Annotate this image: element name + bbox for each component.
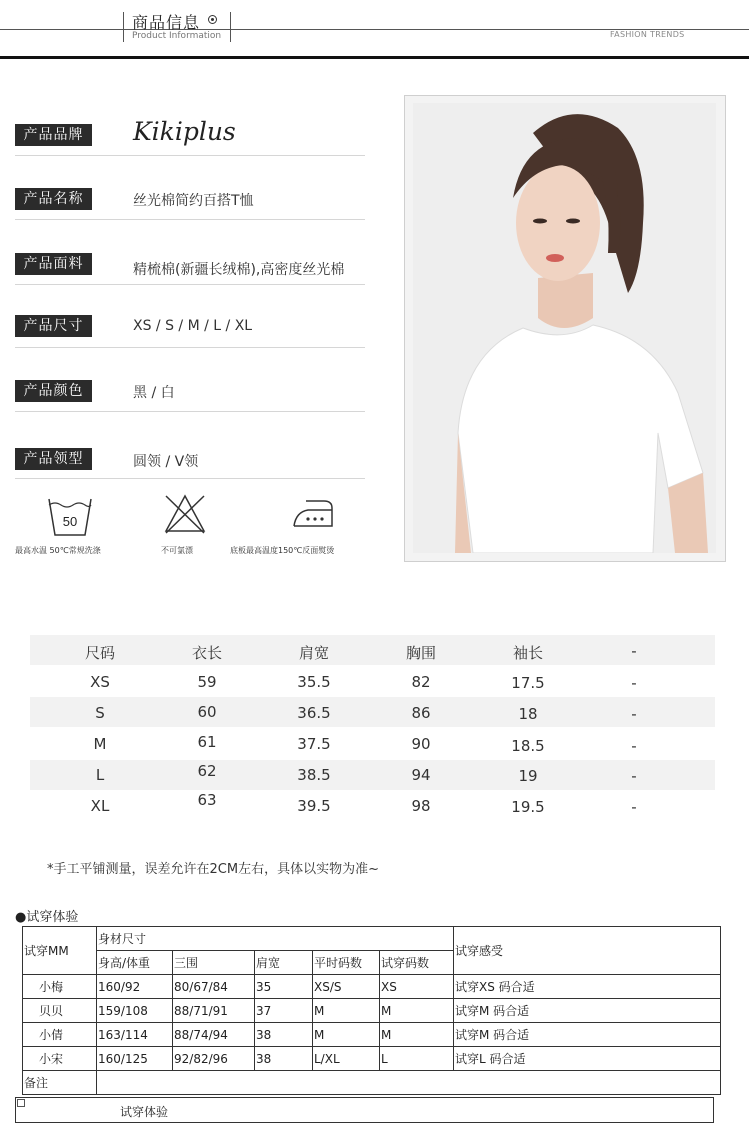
bullet-icon — [208, 15, 217, 24]
wash-50-icon — [47, 495, 93, 537]
model-photo — [404, 95, 726, 562]
row-divider — [15, 347, 365, 348]
size-label: 产品尺寸 — [15, 315, 92, 337]
tryon-cell: XS — [380, 975, 454, 999]
size-cell: 19 — [518, 767, 538, 785]
size-col-length: 衣长 — [191, 644, 222, 662]
no-bleach-icon — [163, 493, 207, 535]
tryon-cell-name: 贝贝 — [23, 999, 97, 1023]
wash-label: 最高水温 50℃常规洗涤 — [15, 546, 101, 555]
size-cell: 18 — [518, 705, 538, 723]
size-col-sleeve: 袖长 — [512, 644, 543, 662]
collar-label: 产品领型 — [15, 448, 92, 470]
size-col-size: 尺码 — [84, 644, 115, 662]
row-divider — [15, 284, 365, 285]
size-cell: - — [631, 798, 637, 816]
tryon-cell: 88/71/91 — [173, 999, 255, 1023]
size-cell: 60 — [197, 703, 217, 721]
tryon-remark-value — [97, 1071, 721, 1095]
tryon-cell: M — [380, 1023, 454, 1047]
tryon-cell: L/XL — [313, 1047, 380, 1071]
tryon-cell-name: 小倩 — [23, 1023, 97, 1047]
tryon-footer-label: 试穿体验 — [120, 1105, 169, 1119]
iron-icon — [290, 496, 336, 530]
size-cell: L — [95, 766, 105, 784]
tryon-remark-label: 备注 — [23, 1071, 97, 1095]
tryon-cell: 88/74/94 — [173, 1023, 255, 1047]
fabric-label: 产品面料 — [15, 253, 92, 275]
size-cell: 86 — [411, 704, 431, 722]
name-label: 产品名称 — [15, 188, 92, 210]
tryon-cell: XS/S — [313, 975, 380, 999]
fabric-value: 精梳棉(新疆长绒棉),高密度丝光棉 — [133, 262, 345, 278]
tryon-sub-measurements: 三围 — [173, 951, 255, 975]
size-cell: M — [93, 735, 107, 753]
size-cell: 37.5 — [297, 735, 331, 753]
size-cell: 19.5 — [511, 798, 545, 816]
table-row — [23, 1023, 721, 1047]
tryon-sub-shoulder: 肩宽 — [255, 951, 313, 975]
size-cell: 17.5 — [511, 674, 545, 692]
size-cell: - — [631, 705, 637, 723]
color-label: 产品颜色 — [15, 380, 92, 402]
wash-temp-number: 50 — [62, 514, 78, 529]
section-subtitle: Product Information — [132, 31, 222, 41]
tryon-cell: 92/82/96 — [173, 1047, 255, 1071]
section-title: 商品信息 — [132, 13, 201, 32]
size-cell: 39.5 — [297, 797, 331, 815]
tryon-table — [22, 926, 721, 1095]
size-cell: 18.5 — [511, 737, 545, 755]
header-divider-right — [230, 12, 231, 42]
tryon-cell: M — [380, 999, 454, 1023]
iron-label: 底板最高温度150℃反面熨烫 — [230, 546, 335, 555]
size-cell: 82 — [411, 673, 431, 691]
tryon-title: ●试穿体验 — [15, 910, 79, 925]
tryon-title-text: 试穿体验 — [26, 910, 79, 925]
tryon-cell-name: 小宋 — [23, 1047, 97, 1071]
size-cell: 61 — [197, 733, 217, 751]
tryon-cell: 试穿M 码合适 — [454, 999, 721, 1023]
brand-value: Kikiplus — [133, 117, 236, 146]
tryon-sub-tried-size: 试穿码数 — [380, 951, 454, 975]
measurement-note: *手工平铺测量，误差允许在2CM左右，具体以实物为准~ — [47, 862, 379, 877]
size-cell: 94 — [411, 766, 431, 784]
row-divider — [15, 219, 365, 220]
row-divider — [15, 155, 365, 156]
resize-handle-icon — [17, 1099, 25, 1107]
size-cell: 63 — [197, 791, 217, 809]
row-divider — [15, 411, 365, 412]
table-row — [23, 975, 721, 999]
tryon-cell: 80/67/84 — [173, 975, 255, 999]
size-cell: - — [631, 674, 637, 692]
size-col-extra: - — [631, 642, 637, 660]
size-cell: 35.5 — [297, 673, 331, 691]
color-value: 黑 / 白 — [133, 385, 175, 401]
size-cell: S — [95, 704, 105, 722]
size-cell: - — [631, 767, 637, 785]
size-cell: 62 — [197, 762, 217, 780]
tryon-col-feel: 试穿感受 — [454, 927, 721, 975]
tryon-sub-height-weight: 身高/体重 — [97, 951, 173, 975]
fashion-trends-text: FASHION TRENDS — [610, 30, 685, 39]
table-row — [23, 1047, 721, 1071]
tryon-cell: 37 — [255, 999, 313, 1023]
tryon-cell: 159/108 — [97, 999, 173, 1023]
size-cell: - — [631, 737, 637, 755]
size-cell: 90 — [411, 735, 431, 753]
table-row — [23, 999, 721, 1023]
tryon-cell: 160/92 — [97, 975, 173, 999]
size-cell: 98 — [411, 797, 431, 815]
tryon-cell: M — [313, 999, 380, 1023]
tryon-sub-usual-size: 平时码数 — [313, 951, 380, 975]
tryon-cell: 35 — [255, 975, 313, 999]
size-cell: XS — [90, 673, 110, 691]
size-cell: XL — [90, 797, 110, 815]
tryon-cell-name: 小梅 — [23, 975, 97, 999]
size-cell: 59 — [197, 673, 217, 691]
name-value: 丝光棉简约百搭T恤 — [133, 193, 254, 209]
header-divider-left — [123, 12, 124, 42]
tryon-cell: 38 — [255, 1047, 313, 1071]
size-cell: 38.5 — [297, 766, 331, 784]
size-cell: 36.5 — [297, 704, 331, 722]
tryon-cell: M — [313, 1023, 380, 1047]
tryon-col-body: 身材尺寸 — [97, 927, 454, 951]
header-bar — [0, 56, 749, 59]
size-col-shoulder: 肩宽 — [298, 644, 329, 662]
tryon-cell: 试穿L 码合适 — [454, 1047, 721, 1071]
tryon-cell: 试穿M 码合适 — [454, 1023, 721, 1047]
collar-value: 圆领 / V领 — [133, 454, 199, 470]
tryon-cell: L — [380, 1047, 454, 1071]
size-value: XS / S / M / L / XL — [133, 318, 253, 334]
tryon-cell: 试穿XS 码合适 — [454, 975, 721, 999]
tryon-cell: 38 — [255, 1023, 313, 1047]
tryon-cell: 163/114 — [97, 1023, 173, 1047]
no-bleach-label: 不可氯漂 — [161, 546, 193, 555]
tryon-col-mm: 试穿MM — [23, 927, 97, 975]
size-col-chest: 胸围 — [405, 644, 436, 662]
tryon-cell: 160/125 — [97, 1047, 173, 1071]
row-divider — [15, 478, 365, 479]
brand-label: 产品品牌 — [15, 124, 92, 146]
